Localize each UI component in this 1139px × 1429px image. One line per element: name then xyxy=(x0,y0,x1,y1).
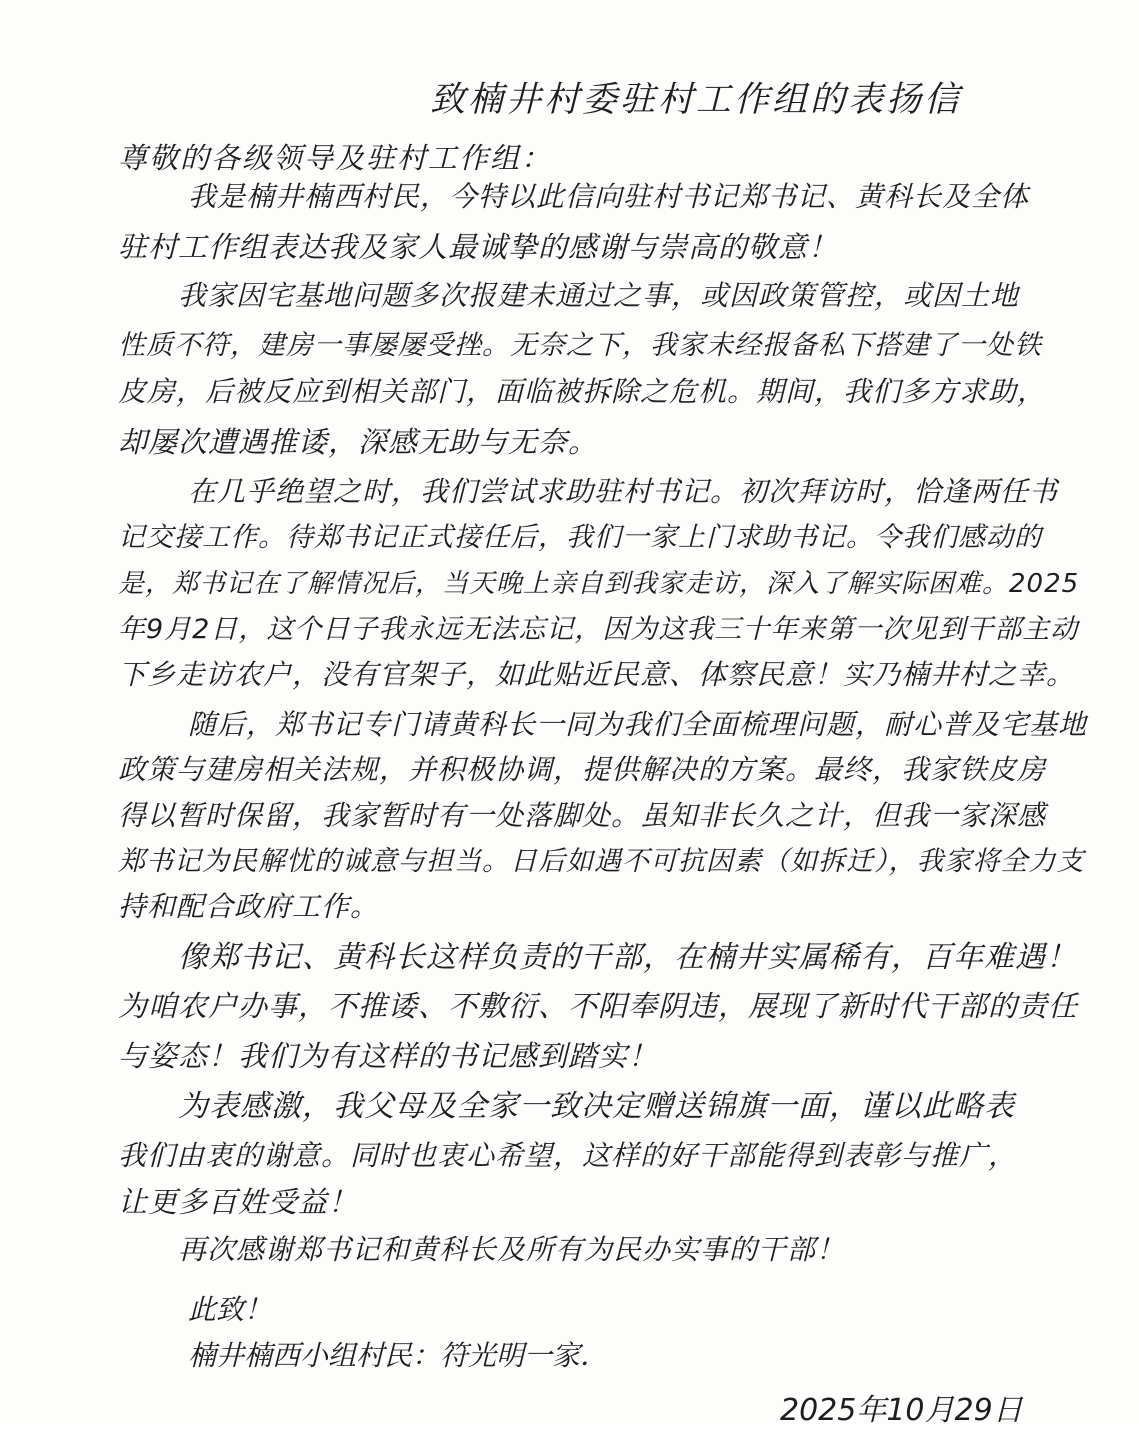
body-line: 记交接工作。待郑书记正式接任后，我们一家上门求助书记。令我们感动的 xyxy=(118,522,1042,553)
letter-date: 2025年10月29日 xyxy=(780,1393,1023,1428)
signature: 楠井楠西小组村民：符光明一家． xyxy=(188,1339,609,1372)
body-line: 持和配合政府工作。 xyxy=(118,890,380,923)
body-line: 为咱农户办事，不推诿、不敷衍、不阳奉阴违，展现了新时代干部的责任 xyxy=(118,989,1079,1023)
body-line: 在几乎绝望之时，我们尝试求助驻村书记。初次拜访时，恰逢两任书 xyxy=(188,475,1059,508)
salutation: 尊敬的各级领导及驻村工作组： xyxy=(118,141,553,175)
body-line: 让更多百姓受益！ xyxy=(118,1185,359,1219)
body-line: 下乡走访农户，没有官架子，如此贴近民意、体察民意！实乃楠井村之幸。 xyxy=(118,658,1076,691)
body-line: 年9月2日，这个日子我永远无法忘记，因为这我三十年来第一次见到干部主动 xyxy=(118,614,1079,645)
body-line: 皮房，后被反应到相关部门，面临被拆除之危机。期间，我们多方求助， xyxy=(118,375,1047,408)
body-line: 是，郑书记在了解情况后，当天晚上亲自到我家走访，深入了解实际困难。2025 xyxy=(118,569,1080,599)
body-line: 再次感谢郑书记和黄科长及所有为民办实事的干部！ xyxy=(178,1233,846,1266)
body-line: 政策与建房相关法规，并积极协调，提供解决的方案。最终，我家铁皮房 xyxy=(118,753,1047,786)
body-line: 与姿态！我们为有这样的书记感到踏实！ xyxy=(118,1039,659,1073)
body-line: 驻村工作组表达我及家人最诚挚的感谢与崇高的敬意！ xyxy=(118,230,839,264)
body-line: 我是楠井楠西村民，今特以此信向驻村书记郑书记、黄科长及全体 xyxy=(188,180,1030,213)
body-line: 我们由衷的谢意。同时也衷心希望，这样的好干部能得到表彰与推广， xyxy=(118,1139,1018,1172)
body-line: 像郑书记、黄科长这样负责的干部，在楠井实属稀有，百年难遇！ xyxy=(178,940,1077,975)
body-line: 随后，郑书记专门请黄科长一同为我们全面梳理问题，耐心普及宅基地 xyxy=(188,708,1088,741)
body-line: 郑书记为民解忧的诚意与担当。日后如遇不可抗因素（如拆迁），我家将全力支 xyxy=(118,846,1085,877)
letter-title: 致楠井村委驻村工作组的表扬信 xyxy=(430,80,963,120)
body-line: 却屡次遭遇推诿，深感无助与无奈。 xyxy=(118,425,599,459)
body-line: 得以暂时保留，我家暂时有一处落脚处。虽知非长久之计，但我一家深感 xyxy=(118,799,1047,832)
body-line: 性质不符，建房一事屡屡受挫。无奈之下，我家未经报备私下搭建了一处铁 xyxy=(118,330,1042,361)
body-line: 我家因宅基地问题多次报建未通过之事，或因政策管控，或因土地 xyxy=(178,279,1020,312)
body-line: 为表感激，我父母及全家一致决定赠送锦旗一面，谨以此略表 xyxy=(178,1089,1015,1124)
closing: 此致！ xyxy=(188,1293,273,1326)
